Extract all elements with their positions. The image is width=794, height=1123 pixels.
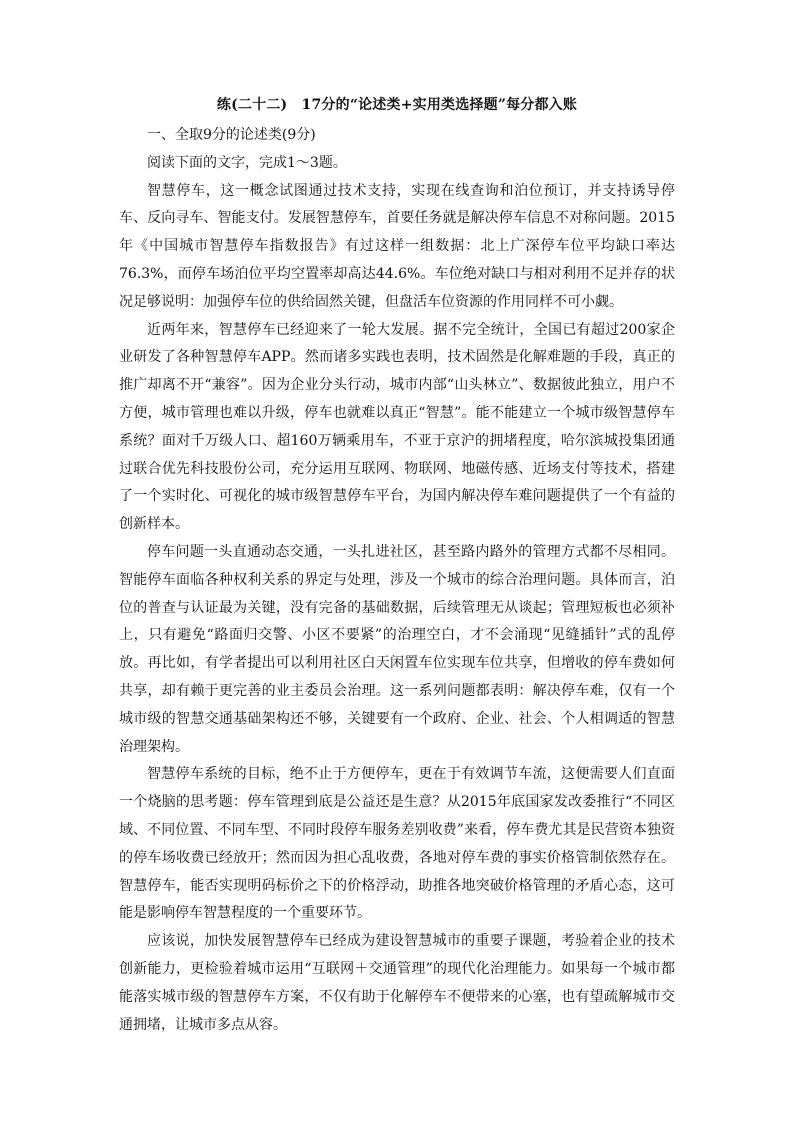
paragraph-3: 停车问题一头直通动态交通，一头扎进社区，甚至路内路外的管理方式都不尽相同。智能停车面临各种权利关系的界定与处理，涉及一个城市的综合治理问题。具体而言，泊位的普查与认证最为关键，没有完备的基础数据，后续管理无从谈起；管理短板也必须补上，只有避免“路面归交警、小区不要紧”的治理空白，才不会涌现“见缝插针”式的乱停放。再比如，有学者提出可以利用社区白天闲置车位实现车位共享，但增收的停车费如何共享，却有赖于更完善的业主委员会治理。这一系列问题都表明：解决停车难，仅有一个城市级的智慧交通基础架构还不够，关键要有一个政府、企业、社会、个人相调适的智慧治理架构。: [119, 543, 675, 755]
section-heading: 一、全取9分的论述类(9分): [147, 127, 316, 143]
paragraph-2: 近两年来，智慧停车已经迎来了一轮大发展。据不完全统计，全国已有超过200家企业研发了各种智慧停车APP。然而诸多实践也表明，技术固然是化解难题的手段，真正的推广却离不开“兼容”。因为企业分头行动，城市内部“山头林立”、数据彼此独立，用户不方便，城市管理也难以升级，停车也就难以真正“智慧”。能不能建立一个城市级智慧停车系统？面对千万级人口、超160万辆乘用车，不亚于京沪的拥堵程度，哈尔滨城投集团通过联合优先科技股份公司，充分运用互联网、物联网、地磁传感、近场支付等技术，搭建了一个实时化、可视化的城市级智慧停车平台，为国内解决停车难问题提供了一个有益的创新样本。: [119, 321, 675, 533]
paragraph-5: 应该说，加快发展智慧停车已经成为建设智慧城市的重要子课题，考验着企业的技术创新能力，更检验着城市运用“互联网＋交通管理”的现代化治理能力。如果每一个城市都能落实城市级的智慧停车方案，不仅有助于化解停车不便带来的心塞，也有望疏解城市交通拥堵，让城市多点从容。: [119, 933, 675, 1033]
paragraph-1: 智慧停车，这一概念试图通过技术支持，实现在线查询和泊位预订，并支持诱导停车、反向寻车、智能支付。发展智慧停车，首要任务就是解决停车信息不对称问题。2015年《中国城市智慧停车指数报告》有过这样一组数据：北上广深停车位平均缺口率达76.3%，而停车场泊位平均空置率却高达44.6%。车位绝对缺口与相对利用不足并存的状况足够说明：加强停车位的供给固然关键，但盘活车位资源的作用同样不可小觑。: [119, 182, 675, 310]
page-title: 练(二十二) 17分的“论述类+实用类选择题”每分都入账: [216, 97, 578, 113]
document-body: [119, 122, 675, 1039]
paragraph-4: 智慧停车系统的目标，绝不止于方便停车，更在于有效调节车流，这便需要人们直面一个烧脑的思考题：停车管理到底是公益还是生意？从2015年底国家发改委推行“不同区域、不同位置、不同车型、不同时段停车服务差别收费”来看，停车费尤其是民营资本独资的停车场收费已经放开；然而因为担心乱收费，各地对停车费的事实价格管制依然存在。智慧停车，能否实现明码标价之下的价格浮动，助推各地突破价格管理的矛盾心态，这可能是影响停车智慧程度的一个重要环节。: [119, 766, 675, 922]
reading-instruction: 阅读下面的文字，完成1～3题。: [147, 154, 347, 171]
